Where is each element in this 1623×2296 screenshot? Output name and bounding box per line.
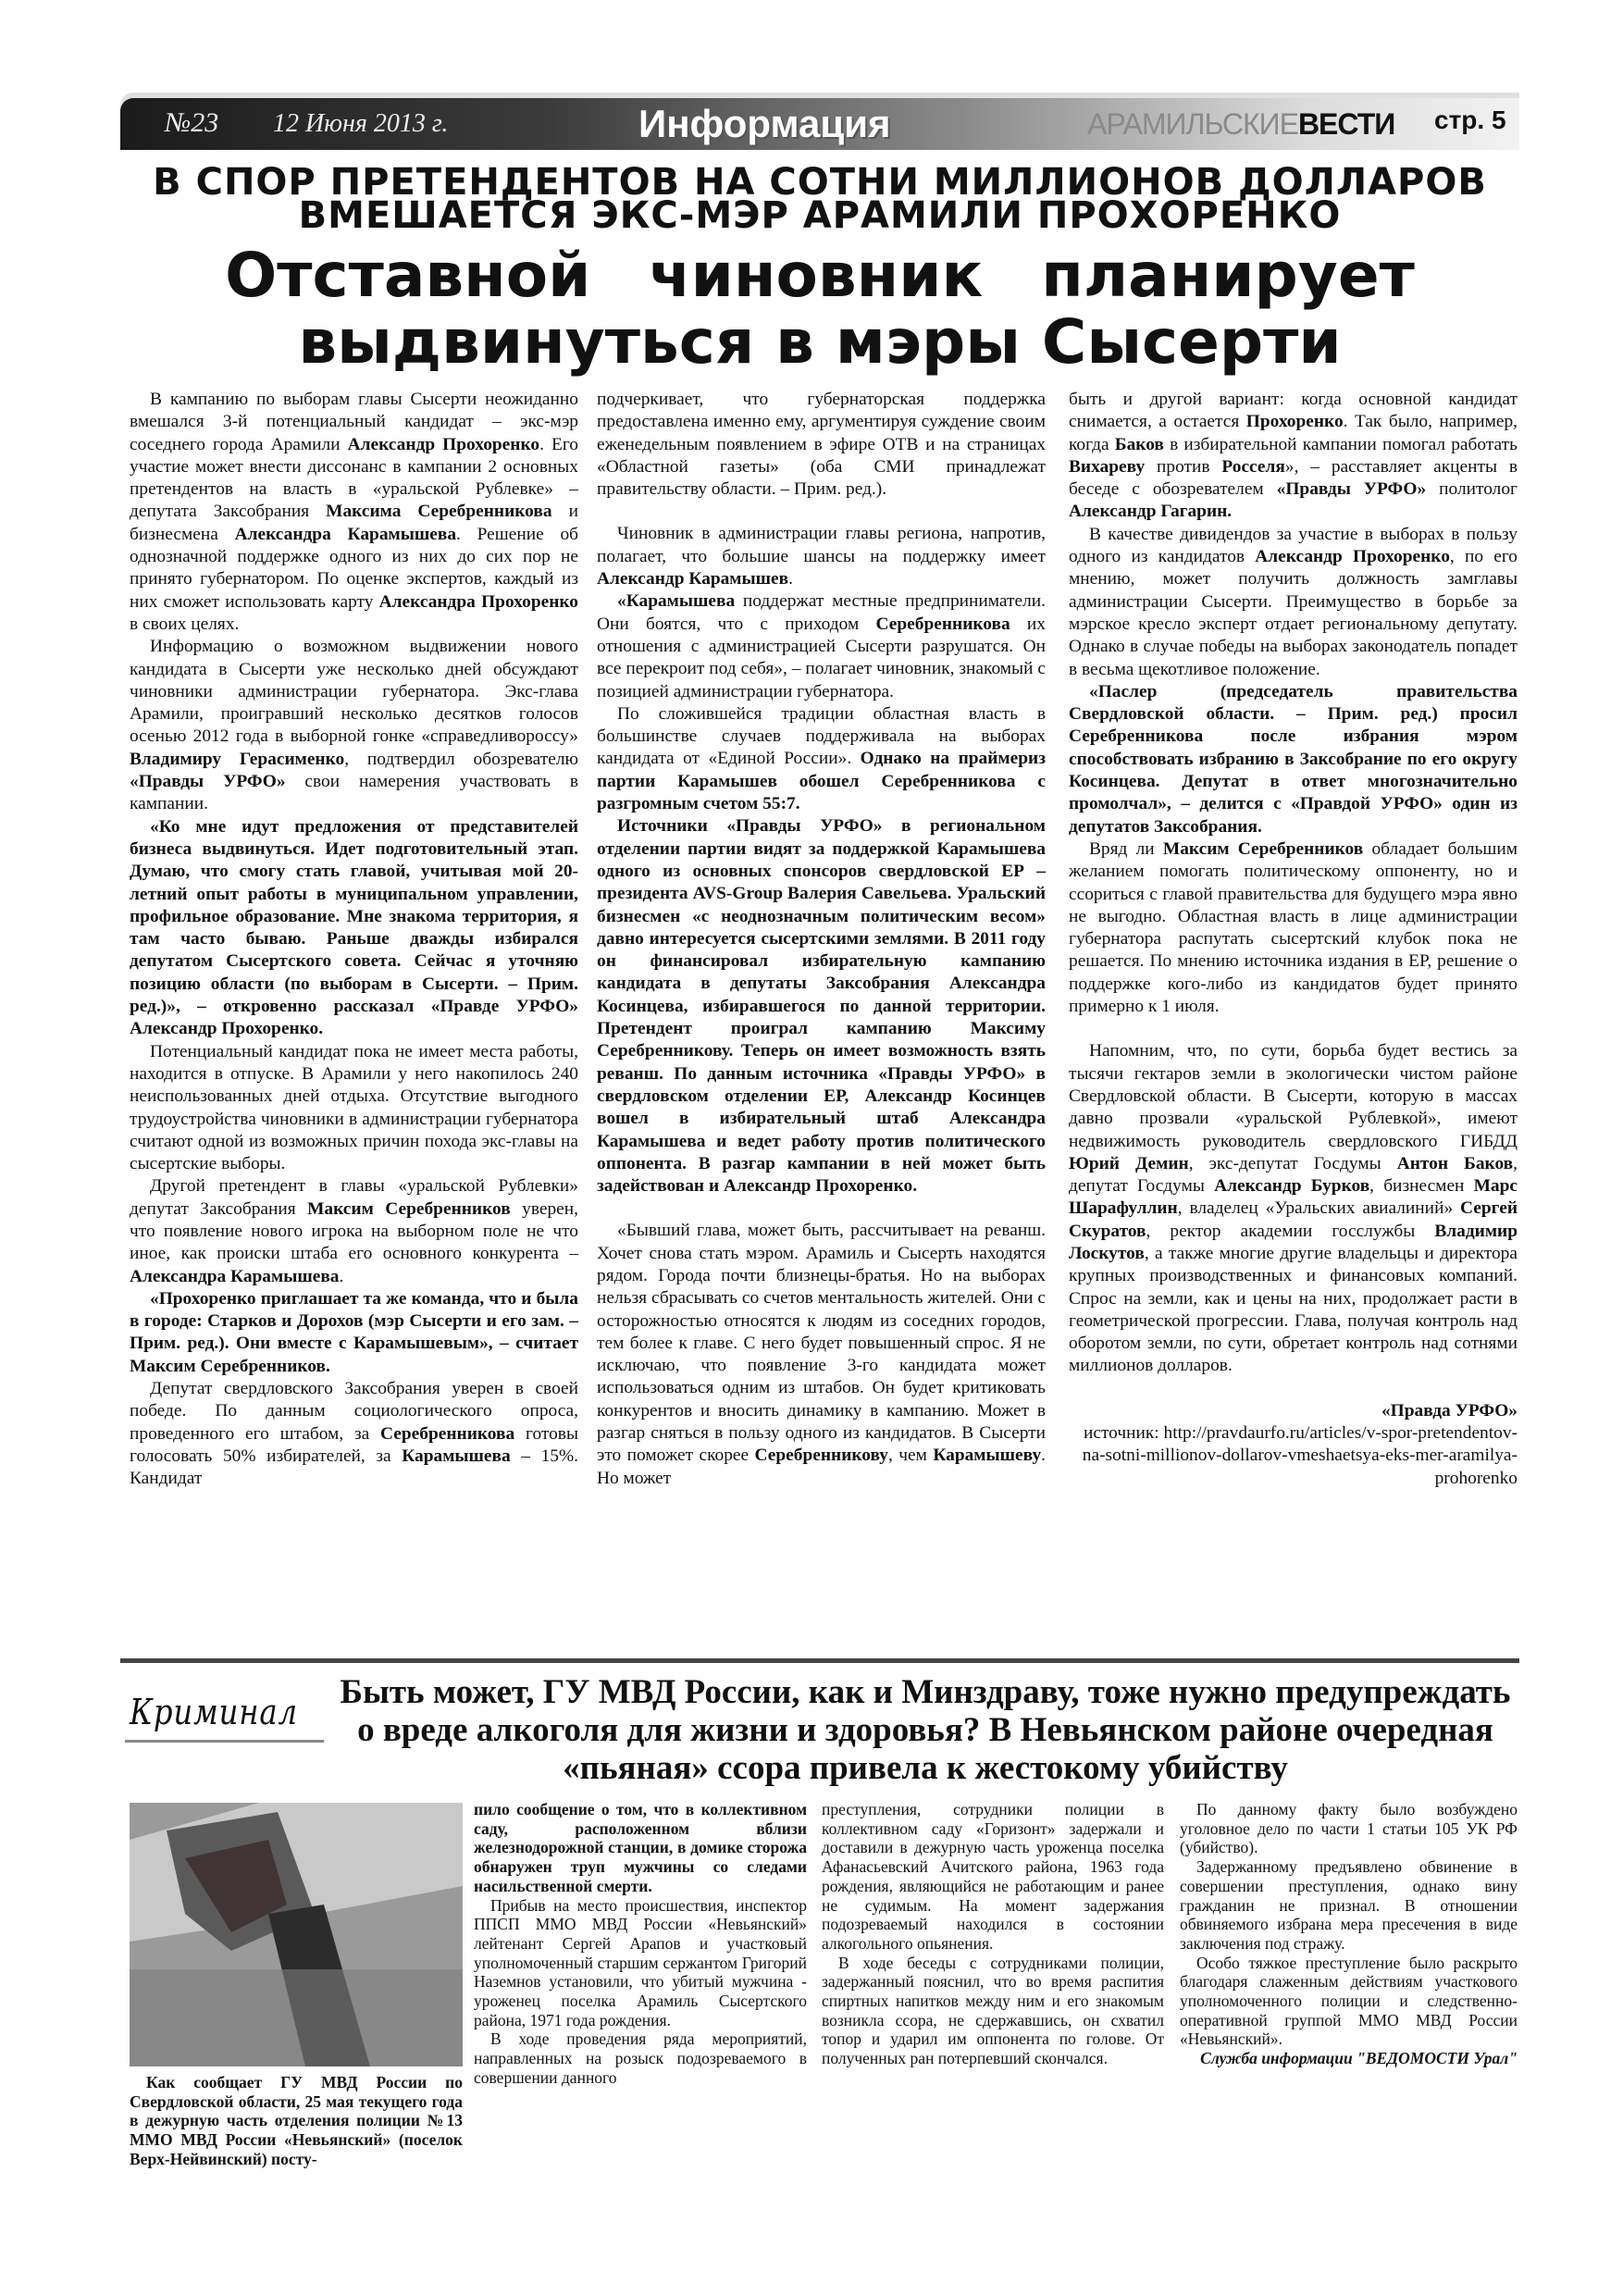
text: преступления, сотрудники полиции в коллективном саду «Горизонт» задержали и доставили в дежурную часть уроженца поселка Афанасьевский Ачитского района, 1963 года рождения, являющийся не работающим и ранее не судимым. На момент задержания подозреваемый находился в состоянии алкогольного опьянения. bbox=[822, 1800, 1164, 1953]
paragraph bbox=[130, 816, 578, 1041]
paragraph bbox=[597, 1220, 1046, 1490]
text: , ректор академии госслужбы bbox=[1146, 1221, 1435, 1241]
bold-text: Максим Серебренников bbox=[1162, 838, 1364, 859]
bold-text: «Ко мне идут предложения от представителей бизнеса выдвинуться. Идет подготовительный этап. Думаю, что смогу стать главой, учитывая мой 20-летний опыт работы в муниципальном управлении, профильное образование. Мне знакома территория, я там часто бываю. Раньше дважды избирался депутатом Сысертского совета. Сейчас я уточняю позицию области (по выборам в Сысерти. – Прим. ред.)», – откровенно рассказал «Правде УРФО» Александр Прохоренко. bbox=[130, 816, 578, 1039]
text: быть и другой вариант: когда основной кандидат снимается, а остается bbox=[1069, 390, 1518, 432]
section-divider bbox=[120, 1658, 1519, 1663]
text: против bbox=[1145, 456, 1222, 477]
headline-line-1: Отставной чиновник планирует bbox=[225, 240, 1415, 311]
rubric-label: Криминал bbox=[130, 1692, 298, 1732]
paragraph bbox=[130, 389, 578, 636]
text: Прибыв на место происшествия, инспектор ППСП ММО МВД России «Невьянский» лейтенант Сергей Арапов и участковый уполномоченный старшим сержантом Григорий Наземнов установили, что убитый мужчина - уроженец поселка Арамиль Сысертского района, 1971 года рождения. bbox=[474, 1895, 807, 2029]
text: . bbox=[788, 569, 793, 590]
bold-text: Александр Карамышев bbox=[597, 569, 789, 590]
text: . Так было, например, когда bbox=[1069, 412, 1518, 454]
bold-text: Серебренникова bbox=[380, 1423, 515, 1444]
text: политолог bbox=[1426, 479, 1518, 500]
text: , а также многие другие владельцы и директора крупных производственных и финансовых компаний. Спрос на земли, как и цены на них, продолжает расти в геометрической прогрессии. Глава, получая контроль над оборотом земли, по сути, обретает контроль над сотнями миллионов долларов. bbox=[1069, 1243, 1518, 1376]
bold-text: Служба информации "ВЕДОМОСТИ Урал" bbox=[1200, 2049, 1518, 2068]
paragraph bbox=[822, 1800, 1164, 1954]
paragraph bbox=[474, 1896, 807, 2030]
bold-text: Карамышеву bbox=[933, 1446, 1042, 1466]
bold-text: Как сообщает ГУ МВД России по Свердловской области, 25 мая текущего года в дежурную часть отделения полиции №13 ММО МВД России «Невьянский» (поселок Верх-Нейвинский) посту- bbox=[130, 2073, 463, 2168]
paragraph bbox=[597, 590, 1046, 702]
paragraph bbox=[1069, 838, 1518, 1018]
bold-text: пило сообщение о том, что в коллективном саду, расположенном вблизи железнодорожной станции, в домике сторожа обнаружен труп мужчины со следами насильственной смерти. bbox=[474, 1800, 807, 1895]
issue-number: №23 bbox=[165, 107, 219, 138]
article-column-2 bbox=[597, 389, 1046, 1652]
paragraph bbox=[474, 2029, 807, 2087]
bold-text: Серебренникову bbox=[754, 1446, 889, 1466]
crime-caption bbox=[130, 2073, 463, 2226]
text: Особо тяжкое преступление было раскрыто благодаря слаженным действиям участкового уполномоченного полиции и следственно-оперативной группой ММО МВД России «Невьянский». bbox=[1180, 1953, 1518, 2049]
text: В кампанию по выборам главы Сысерти неожиданно вмешался 3-й потенциальный кандидат – экс-мэр соседнего города Арамили bbox=[130, 390, 578, 454]
text: По данному факту было возбуждено уголовное дело по части 1 статьи 105 УК РФ (убийство). bbox=[1180, 1800, 1518, 1857]
paragraph bbox=[597, 815, 1046, 1198]
text: . bbox=[339, 1266, 344, 1286]
text: . Решение об однозначной поддержке одного из них до сих пор не принято губернатором. По оценке экспертов, каждый из них сможет использовать карту bbox=[130, 524, 578, 612]
paragraph bbox=[597, 703, 1046, 815]
bold-text: Марс Шарафуллин bbox=[1069, 1176, 1518, 1219]
bold-text: Росселя bbox=[1221, 456, 1285, 477]
bold-text: Александра Прохоренко bbox=[378, 591, 578, 612]
logo-bold: ВЕСТИ bbox=[1297, 107, 1395, 141]
paragraph bbox=[130, 1175, 578, 1287]
bold-text: «Паслер (председатель правительства Свердловской области. – Прим. ред.) просил Серебренникова после избрания мэром способствовать избранию в Заксобрание по его округу Косинцева. Депутат в ответ многозначительно промолчал», – делится с «Правдой УРФО» один из депутатов Заксобрания. bbox=[1069, 681, 1518, 837]
newspaper-logo bbox=[1087, 107, 1394, 142]
bold-text: Однако на праймериз партии Карамышев обошел Серебренникова с разгромным счетом 55:7. bbox=[597, 749, 1046, 814]
text: в своих целях. bbox=[130, 614, 240, 634]
text: «Бывший глава, может быть, рассчитывает на реванш. Хочет снова стать мэром. Арамиль и Сысерть находятся рядом. Города почти близнецы-братья. Но на выборах нельзя сбрасывать со счетов ментальность жителей. Они с осторожностью относятся к людям из соседних городов, тем более к главе. С него будет повышенный спрос. Я не исключаю, что появление 3-го кандидата может использоваться одним из штабов. Он будет критиковать конкурентов и вносить динамику в кампанию. Может в разгар сняться в пользу одного из кандидатов. В Сысерти это поможет скорее bbox=[597, 1221, 1046, 1466]
bold-text: Александра Карамышева bbox=[234, 524, 457, 544]
text: , владелец «Уральских авиалиний» bbox=[1177, 1198, 1461, 1219]
kicker-line-2: ВМЕШАЕТСЯ ЭКС-МЭР АРАМИЛИ ПРОХОРЕНКО bbox=[298, 194, 1342, 237]
text: . Но может bbox=[597, 1446, 1046, 1488]
article-column-1 bbox=[130, 389, 578, 1652]
bold-text: Александр Прохоренко bbox=[347, 434, 540, 454]
text: в избирательной кампании помогал работать bbox=[1163, 434, 1518, 454]
bold-text: «Карамышева bbox=[617, 591, 736, 612]
text: свои намерения участвовать в кампании. bbox=[130, 772, 578, 814]
paragraph bbox=[822, 1954, 1164, 2068]
paragraph bbox=[1069, 389, 1518, 524]
text: – 15%. Кандидат bbox=[130, 1446, 578, 1489]
paragraph-spacer bbox=[1069, 1378, 1518, 1400]
text: , чем bbox=[888, 1446, 934, 1466]
paragraph bbox=[1180, 2049, 1518, 2068]
paragraph bbox=[130, 2073, 463, 2169]
bold-text: Прохоренко bbox=[1245, 412, 1344, 432]
bold-text: Александра Карамышева bbox=[130, 1266, 340, 1286]
bold-text: Сергей Скуратов bbox=[1069, 1198, 1518, 1241]
paragraph bbox=[597, 523, 1046, 590]
section-title: Информация bbox=[638, 102, 891, 145]
paragraph bbox=[1069, 1422, 1518, 1490]
text: , по его мнению, может получить должность замглавы администрации Сысерти. Преимущество в борьбе за мэрское кресло эксперт отдает региональному депутату. Однако в случае победы на выборах законодатель попадет в весьма щекотливое положение. bbox=[1069, 547, 1518, 679]
bold-text: Серебренникова bbox=[875, 614, 1010, 634]
bold-text: Вихареву bbox=[1069, 456, 1146, 477]
bold-text: Антон Баков bbox=[1396, 1153, 1514, 1173]
text: », – расставляет акценты в беседе с обозревателем bbox=[1069, 456, 1518, 500]
text: готовы голосовать 50% избирателей, за bbox=[130, 1423, 578, 1466]
headline-line-2: выдвинуться в мэры Сысерти bbox=[298, 306, 1342, 378]
paragraph bbox=[1069, 1040, 1518, 1377]
text: поддержат местные предприниматели. Они боятся, что с приходом bbox=[597, 591, 1046, 634]
bold-text: «Правда УРФО» bbox=[1381, 1400, 1518, 1421]
bold-text: Максим Серебренников bbox=[307, 1198, 511, 1219]
bold-text: Максима Серебренникова bbox=[326, 502, 552, 522]
paragraph bbox=[130, 1041, 578, 1176]
text: , экс-депутат Госдумы bbox=[1188, 1153, 1397, 1173]
text: подчеркивает, что губернаторская поддержка предоставлена именно ему, аргументируя суждение своим еженедельным появлением в эфире ОТВ и на страницах «Областной газеты» (оба СМИ принадлежат правительству области. – Прим. ред.). bbox=[597, 390, 1046, 500]
crime-column-4 bbox=[1180, 1800, 1518, 2226]
bold-text: Владимир Лоскутов bbox=[1069, 1221, 1518, 1263]
bold-text: Александр Прохоренко bbox=[1255, 547, 1450, 567]
bold-text: Владимиру Герасименко bbox=[130, 749, 345, 769]
text: Задержанному предъявлено обвинение в совершении преступления, однако вину гражданин не признал. В отношении обвиняемого избрана мера пресечения в виде заключения под стражу. bbox=[1180, 1857, 1518, 1953]
paragraph bbox=[1069, 681, 1518, 838]
text: обладает большим желанием помогать политическому оппоненту, но и ссориться с главой правительства для будущего мэра явно не выгодно. Областная власть в лице администрации губернатора распутать сысертский клубок пока не решается. По мнению источника издания в ЕР, решение о поддержке кого-либо из кандидатов будет принято примерно к 1 июля. bbox=[1069, 838, 1518, 1017]
text: источник: http://pravdaurfo.ru/articles/v-spor-pretendentov-na-sotni-millionov-dollarov-vmeshaetsya-eks-mer-aramilya-prohorenko bbox=[1082, 1423, 1518, 1488]
bold-text: «Правды УРФО» bbox=[130, 772, 286, 792]
page-number: стр. 5 bbox=[1434, 105, 1506, 134]
text: и бизнесмена bbox=[130, 502, 578, 544]
text: , депутат Госдумы bbox=[1069, 1153, 1518, 1197]
crime-headline: Быть может, ГУ МВД России, как и Минздраву, тоже нужно предупреждать о вреде алкоголя для жизни и здоровья? В Невьянском районе очередная «пьяная» ссора привела к жестокому убийству bbox=[340, 1673, 1511, 1787]
paragraph bbox=[474, 1800, 807, 1896]
bold-text: Карамышева bbox=[402, 1446, 511, 1466]
paragraph-spacer bbox=[597, 1198, 1046, 1220]
text: , бизнесмен bbox=[1369, 1176, 1474, 1197]
bold-text: «Прохоренко приглашает та же команда, что и была в городе: Старков и Дорохов (мэр Сысерти и его зам. – Прим. ред.). Они вместе с Карамышевым», – считает Максим Серебренников. bbox=[130, 1288, 578, 1376]
paragraph bbox=[130, 1288, 578, 1378]
article-column-3 bbox=[1069, 389, 1518, 1652]
kicker-line-1: В СПОР ПРЕТЕНДЕНТОВ НА СОТНИ МИЛЛИОНОВ ДОЛЛАРОВ bbox=[153, 161, 1487, 204]
bold-text: Баков bbox=[1114, 434, 1164, 454]
paragraph bbox=[597, 389, 1046, 501]
paragraph bbox=[1069, 524, 1518, 681]
text: уверен, что появление нового игрока на выборном поле не что иное, как происки штаба его основного конкурента – bbox=[130, 1198, 578, 1264]
bold-text: Юрий Демин bbox=[1069, 1153, 1189, 1173]
page-header-bar bbox=[120, 98, 1519, 150]
text: Вряд ли bbox=[1089, 838, 1163, 859]
bold-text: Александр Бурков bbox=[1214, 1176, 1370, 1197]
text: В ходе беседы с сотрудниками полиции, задержанный пояснил, что во время распития спиртных напитков между ним и его знакомым возникла ссора, не сдержавшись, он схватил топор и ударил им оппонента по голове. От полученных ран потерпевший скончался. bbox=[822, 1953, 1164, 2068]
text: , подтвердил обозревателю bbox=[344, 749, 578, 769]
text: Чиновник в администрации главы региона, напротив, полагает, что большие шансы на поддержку имеет bbox=[597, 524, 1046, 566]
rubric-underline bbox=[125, 1740, 324, 1743]
text: Информацию о возможном выдвижении нового кандидата в Сысерти уже несколько дней обсуждают чиновники администрации губернатора. Экс-глава Арамили, проигравший несколько десятков голосов осенью 2012 года в выборной гонке «справедливороссу» bbox=[130, 637, 578, 747]
bold-text: Александр Гагарин. bbox=[1069, 502, 1233, 522]
paragraph bbox=[1069, 1400, 1518, 1422]
axe-photo-icon bbox=[130, 1803, 463, 2066]
paragraph bbox=[1180, 1800, 1518, 1857]
text: . Его участие может внести диссонанс в кампании 2 основных претендентов на власть в «уральской Рублевке» – депутата Заксобрания bbox=[130, 434, 578, 522]
paragraph bbox=[1180, 1857, 1518, 1954]
crime-column-3 bbox=[822, 1800, 1164, 2226]
bold-text: Источники «Правды УРФО» в региональном отделении партии видят за поддержкой Карамышева одного из основных спонсоров свердловской ЕР – президента AVS-Group Валерия Савельева. Уральский бизнесмен «с неоднозначным политическим весом» давно интересуется сысертскими землями. В 2011 году он финансировал избирательную кампанию кандидата в депутаты Заксобрания Александра Косинцева, избиравшегося по данной территории. Претендент проиграл кампанию Максиму Серебренникову. Теперь он имеет возможность взять реванш. По данным источника «Правды УРФО» в свердловском отделении ЕР, Александр Косинцев вошел в избирательный штаб Александра Карамышева и ведет работу против политического оппонента. В разгар кампании в ней может быть задействован и Александр Прохоренко. bbox=[597, 816, 1046, 1197]
text: В качестве дивидендов за участие в выборах в пользу одного из кандидатов bbox=[1069, 524, 1518, 567]
paragraph-spacer bbox=[597, 501, 1046, 523]
text: Депутат свердловского Заксобрания уверен в своей победе. По данным социологического опроса, проведенного его штабом, за bbox=[130, 1379, 578, 1444]
text: По сложившейся традиции областная власть в большинстве случаев поддерживала на выборах кандидата от «Единой России». bbox=[597, 703, 1046, 769]
crime-column-2 bbox=[474, 1800, 807, 2226]
text: Потенциальный кандидат пока не имеет места работы, находится в отпуске. В Арамили у него накопилось 240 неиспользованных дней отдыха. Отсутствие выгодного трудоустройства чиновники в администрации губернатора считают одной из возможных причин похода экс-главы на сысертские выборы. bbox=[130, 1041, 578, 1174]
paragraph bbox=[1180, 1954, 1518, 2050]
text: В ходе проведения ряда мероприятий, направленных на розыск подозреваемого в совершении данного bbox=[474, 2029, 807, 2087]
text: их отношения с администрацией Сысерти разрушатся. Он все перекроит под себя», – полагает чиновник, знакомый с позицией администрации губернатора. bbox=[597, 614, 1046, 701]
text: Другой претендент в главы «уральской Рублевки» депутат Заксобрания bbox=[130, 1176, 578, 1219]
paragraph-spacer bbox=[1069, 1018, 1518, 1040]
paragraph bbox=[130, 1378, 578, 1490]
logo-light: АРАМИЛЬСКИЕ bbox=[1087, 107, 1298, 141]
bold-text: «Правды УРФО» bbox=[1276, 479, 1427, 500]
paragraph bbox=[130, 636, 578, 815]
issue-date: 12 Июня 2013 г. bbox=[273, 109, 449, 138]
text: Напомним, что, по сути, борьба будет вестись за тысячи гектаров земли в экологически чистом районе Свердловской области. В Сысерти, которую в массах давно прозвали «уральской Рублевкой», имеют недвижимость руководитель свердловского ГИБДД bbox=[1069, 1041, 1518, 1151]
